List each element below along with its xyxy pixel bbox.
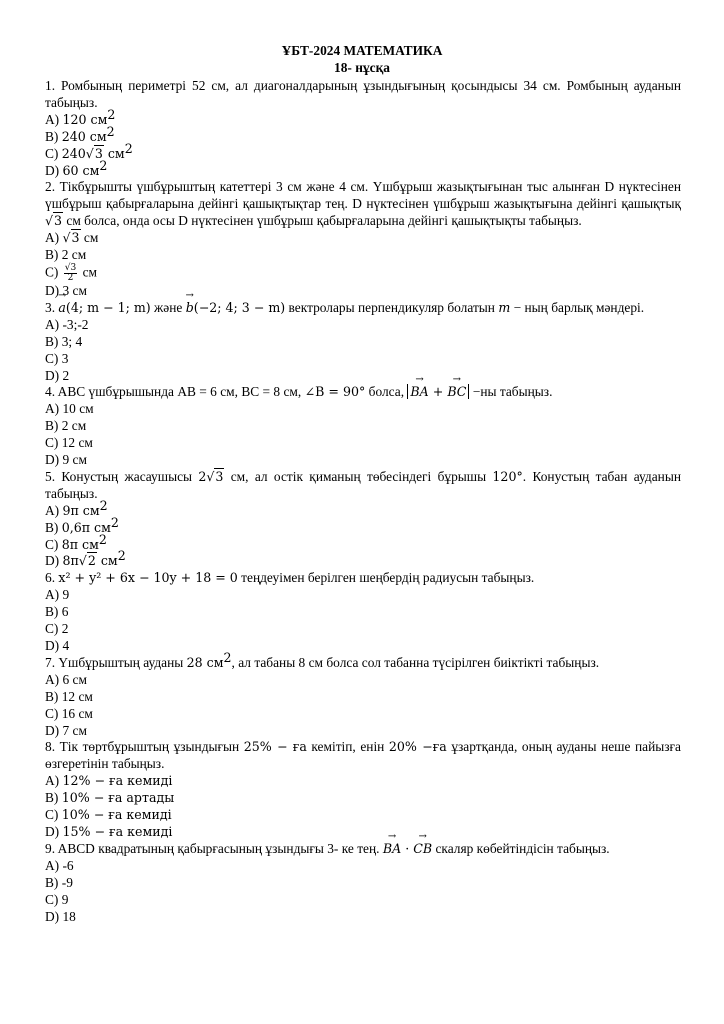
option-b: B) 10% − ға артады bbox=[45, 790, 175, 806]
question-5 bbox=[45, 469, 681, 570]
option-b: B) 0,6π $см^2$ bbox=[45, 514, 119, 535]
option-a: A) 120 $см^2$ bbox=[45, 106, 116, 127]
question-7-text: 7. Үшбұрыштың ауданы 28 $см^2$, ал табаны 8 см болса сол табанна түсірілген биіктікті табыңыз. bbox=[45, 649, 600, 670]
option-b: B) 2 см bbox=[45, 418, 87, 434]
option-a: A) -3;-2 bbox=[45, 316, 89, 332]
option-b: B) 2 см bbox=[45, 247, 87, 263]
option-c: C) 16 см bbox=[45, 705, 93, 721]
question-6-text: 6. x² + y² + 6x − 10y + 18 = 0 теңдеуімен берілген шеңбердің радиусын табыңыз. bbox=[45, 570, 535, 586]
option-b: B) 3; 4 bbox=[45, 333, 83, 349]
option-a: A) 9 bbox=[45, 587, 70, 603]
option-d: D) 8π√2 $см^2$ bbox=[45, 548, 126, 569]
question-6 bbox=[45, 570, 681, 655]
option-d: D) 3 см bbox=[45, 282, 87, 298]
option-c: C) 9 bbox=[45, 891, 69, 907]
question-4 bbox=[45, 384, 681, 469]
option-b: B) 240 $см^2$ bbox=[45, 123, 115, 144]
question-3 bbox=[45, 300, 681, 385]
question-4-text: 4. ABC үшбұрышында AB = 6 см, BC = 8 см, ∠B = 90° болса, → BA + → BC −ны табыңыз. bbox=[45, 384, 681, 401]
question-3-text: 3. → a(4; m − 1; m) және → b(−2; 4; 3 − m) вектролары перпендикуляр болатын m − ның барлық мәндері. bbox=[45, 300, 681, 317]
option-a: A) 9π $см^2$ bbox=[45, 497, 108, 518]
option-a: A) √3 см bbox=[45, 230, 99, 246]
option-d: D) 4 bbox=[45, 638, 70, 653]
question-9 bbox=[45, 841, 681, 926]
question-7 bbox=[45, 649, 681, 740]
questions bbox=[45, 78, 681, 925]
question-8 bbox=[45, 739, 681, 840]
option-c: C) 3 bbox=[45, 350, 69, 366]
question-1 bbox=[45, 78, 681, 179]
question-2-text: 2. Тікбұрышты үшбұрыштың катеттері 3 см және 4 см. Үшбұрыш жазықтығынан тыс алынған D нүктесінен үшбұрыш қабырғаларына дейінгі қашықтықтар тең. D нүктесінен үшбұрыш жазықтығына дейінгі қашықтық √3 см болса, онда осы D нүктесінен үшбұрыш қабырғаларына дейінгі қашықтықты табыңыз. bbox=[45, 179, 681, 229]
option-a: A) -6 bbox=[45, 857, 74, 873]
option-a: A) 12% − ға кемиді bbox=[45, 773, 173, 789]
option-b: B) -9 bbox=[45, 874, 73, 890]
header bbox=[0, 43, 724, 76]
option-b: B) 12 см bbox=[45, 688, 93, 704]
question-2 bbox=[45, 179, 681, 299]
option-c: C) 2 bbox=[45, 621, 69, 637]
option-c: C) 12 см bbox=[45, 435, 93, 451]
question-5-text: 5. Конустың жасаушысы 2√3 см, ал остік қиманың төбесіндегі бұрышы 120°. Конустың табан ауданын табыңыз. bbox=[45, 468, 681, 501]
page-title: ҰБТ-2024 МАТЕМАТИКА bbox=[281, 43, 443, 58]
question-1-text: 1. Ромбының периметрі 52 см, ал диагоналдарының ұзындығының қосындысы 34 см. Ромбының ауданын табыңыз. bbox=[45, 78, 681, 110]
option-a: A) 10 см bbox=[45, 401, 94, 417]
option-d: D) 18 bbox=[45, 908, 76, 924]
option-d: D) 9 см bbox=[45, 452, 87, 468]
question-8-text: 8. Тік төртбұрыштың ұзындығын 25% − ға кемітіп, енін 20% −ға ұзартқанда, оның ауданы неше пайызға өзгеретінін табыңыз. bbox=[45, 739, 681, 772]
option-d: D) 15% − ға кемиді bbox=[45, 823, 173, 839]
option-d: D) 60 $см^2$ bbox=[45, 157, 108, 178]
option-a: A) 6 см bbox=[45, 671, 87, 687]
option-c: C) $\frac{√3}{2}$ см bbox=[45, 262, 97, 283]
option-c: C) 240√3 $см^2$ bbox=[45, 140, 133, 161]
question-9-text: 9. ABCD квадратының қабырғасының ұзындығы 3- ке тең. → BA · → CB скаляр көбейтіндісін табыңыз. bbox=[45, 841, 681, 858]
option-d: D) 7 см bbox=[45, 722, 87, 738]
option-d: D) 2 bbox=[45, 367, 70, 383]
option-c: C) 8π $см^2$ bbox=[45, 531, 107, 552]
option-b: B) 6 bbox=[45, 604, 69, 620]
option-c: C) 10% − ға кемиді bbox=[45, 807, 172, 823]
variant-subtitle: 18- нұсқа bbox=[334, 59, 390, 75]
